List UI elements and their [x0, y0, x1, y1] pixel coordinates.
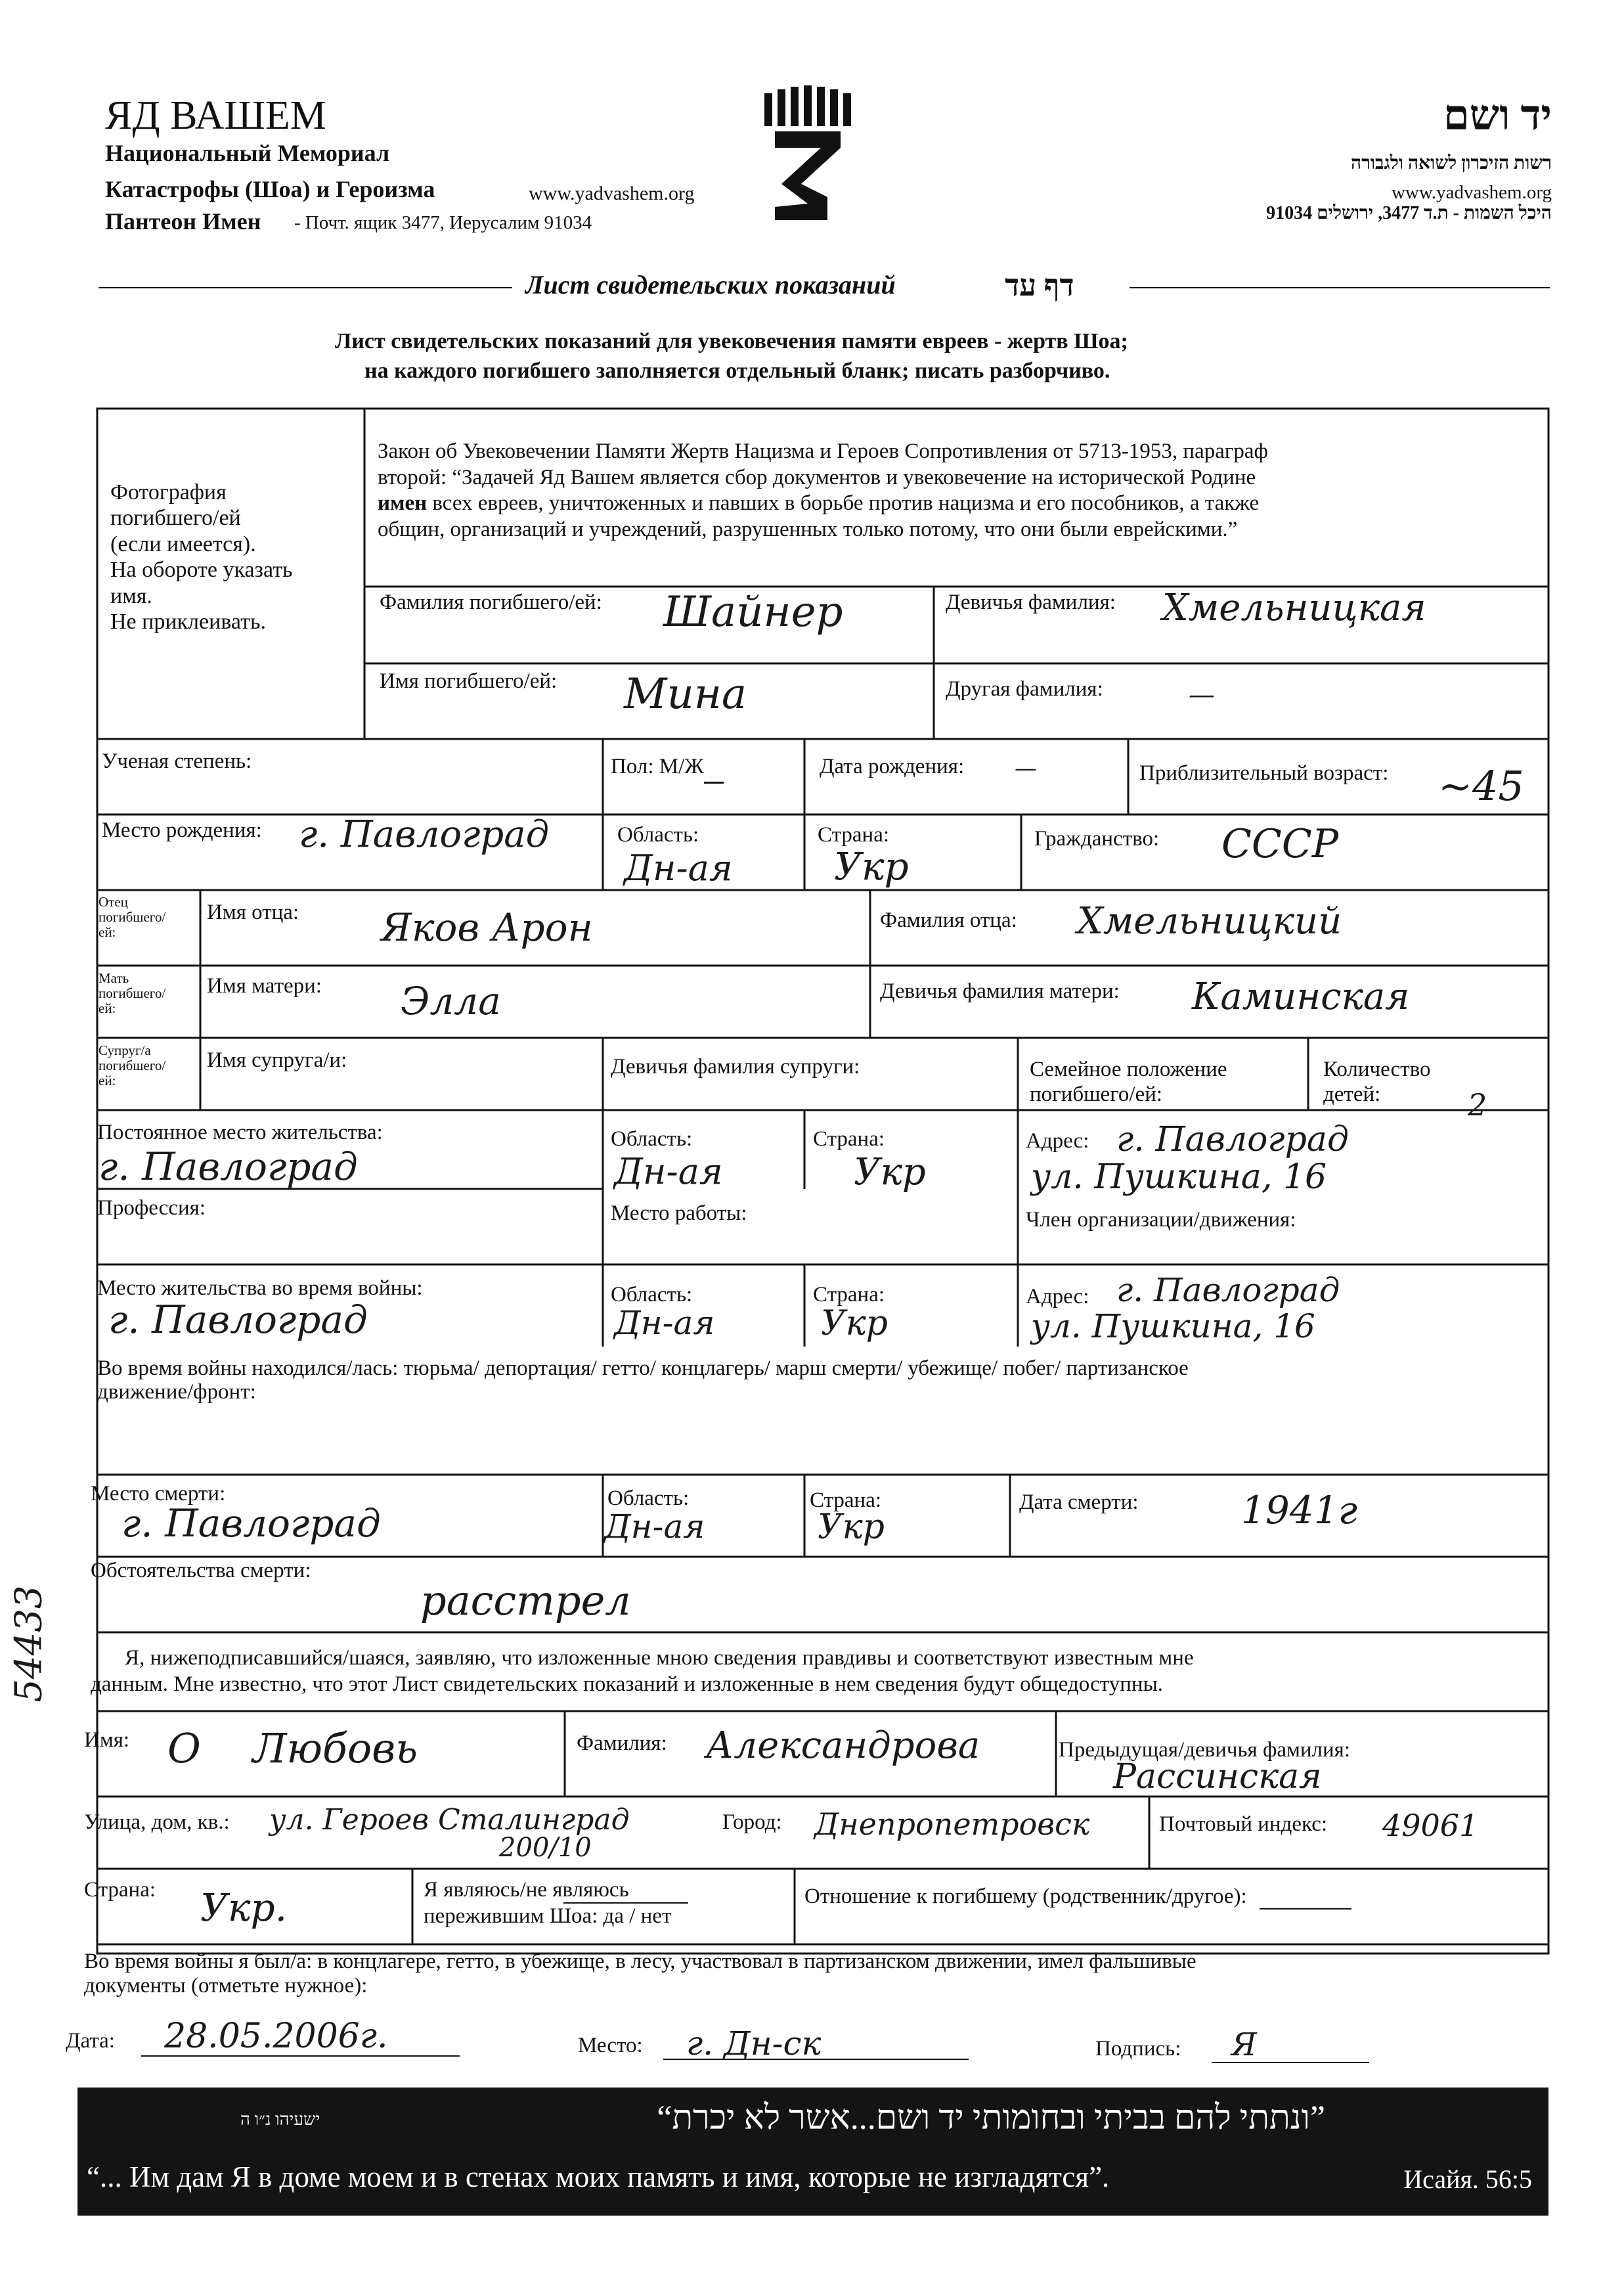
war-address-line1[interactable]: г. Павлоград [1116, 1271, 1340, 1309]
approx-age-field[interactable]: ~45 [1438, 762, 1524, 810]
label-relation: Отношение к погибшему (родственник/другое): [804, 1885, 1247, 1908]
citizenship-field[interactable]: СССР [1221, 821, 1339, 867]
law-bold-word: имен [378, 491, 428, 516]
label-citizenship: Гражданство: [1034, 827, 1160, 851]
label-spouse-maiden: Девичья фамилия супруги: [611, 1055, 860, 1079]
title-rule-right [1130, 287, 1550, 288]
children-field[interactable]: 2 [1468, 1087, 1487, 1123]
label-date: Дата: [66, 2029, 115, 2053]
photo-line: На обороте указать [110, 558, 293, 583]
address-he: היכל השמות - ת.ד 3477, ירושלים 91034 [1266, 203, 1552, 223]
father-surname-field[interactable]: Хмельницкий [1077, 900, 1342, 943]
pantheon-title: Пантеон Имен [105, 208, 261, 234]
submitter-country-field[interactable]: Укр. [200, 1885, 288, 1930]
label-res-address: Адрес: [1026, 1129, 1089, 1153]
label-war-region: Область: [611, 1283, 693, 1306]
label-sub-name: Имя: [84, 1728, 130, 1752]
relation-selection-mark [1260, 1908, 1351, 1910]
death-region-field[interactable]: Дн-ая [604, 1508, 705, 1546]
photo-line: (если имеется). [110, 531, 256, 556]
residence-field[interactable]: г. Павлоград [99, 1144, 358, 1189]
declaration-text: Я, нижеподписавшийся/шаяся, заявляю, что изложенные мною сведения правдивы и соответствуют известным мне данным. Мне известно, что этот Лист свидетельских показаний и изложенные в нем сведения будут общедоступны. [91, 1646, 1194, 1696]
submitter-surname-field[interactable]: Александрова [706, 1724, 980, 1767]
sheet-title-he: דף עד [1005, 269, 1074, 302]
intro-line-2: на каждого погибшего заполняется отдельный бланк; писать разборчиво. [364, 359, 1110, 383]
sheet-title: Лист свидетельских показаний [525, 270, 896, 300]
label-spouse-side: Супруг/а погибшего/ ей: [99, 1042, 166, 1089]
birth-country-field[interactable]: Укр [834, 844, 909, 889]
photo-line: Фотография [110, 480, 227, 504]
footer-russian-quote: “... Им дам Я в доме моем и в стенах моих память и имя, которые не изгладятся”. [87, 2160, 1110, 2193]
label-children: Количество детей: [1323, 1058, 1431, 1106]
label-postcode: Почтовый индекс: [1159, 1812, 1328, 1836]
label-other-surname: Другая фамилия: [946, 677, 1103, 701]
catastrophe-title: Катастрофы (Шоа) и Героизма [105, 176, 435, 202]
label-birth-region: Область: [617, 823, 699, 847]
dob-field[interactable]: — [1015, 755, 1037, 782]
law-line: общин, организаций и учреждений, разрушенных только потому, что они были еврейскими.” [378, 517, 1238, 541]
label-maiden: Девичья фамилия: [946, 591, 1116, 614]
footer-hebrew-ref: ישעיהו נ״ו ה [240, 2110, 320, 2129]
label-first-name: Имя погибшего/ей: [380, 669, 558, 693]
label-mother-side: Мать погибшего/ ей: [99, 970, 166, 1017]
photo-line: Не приклеивать. [110, 610, 266, 635]
law-line [378, 491, 1268, 517]
surname-field[interactable]: Шайнер [663, 588, 843, 636]
death-date-field[interactable]: 1941г [1241, 1488, 1357, 1532]
label-survivor: Я являюсь/не являюсь пережившим Шоа: да / нет [424, 1878, 672, 1928]
yad-vashem-logo [762, 85, 854, 223]
label-sex: Пол: М/Ж [611, 755, 704, 778]
label-birth-country: Страна: [818, 823, 890, 847]
res-address-line2[interactable]: ул. Пушкина, 16 [1031, 1157, 1327, 1197]
label-death-country: Страна: [810, 1488, 882, 1512]
title-rule-left [99, 287, 512, 288]
label-death-region: Область: [607, 1486, 690, 1510]
label-marital: Семейное положение погибшего/ей: [1030, 1058, 1227, 1106]
label-res-region: Область: [611, 1127, 693, 1151]
mother-name-field[interactable]: Элла [401, 979, 501, 1023]
birthplace-field[interactable]: г. Павлоград [299, 813, 550, 856]
label-birthplace: Место рождения: [102, 818, 262, 842]
law-line: Закон об Увековечении Памяти Жертв Нацизма и Героев Сопротивления от 5713-1953, параграф [378, 439, 1268, 463]
authority-he: רשות הזיכרון לשואה ולגבורה [1350, 153, 1552, 173]
res-region-field[interactable]: Дн-ая [614, 1151, 723, 1192]
label-approx-age: Приблизительный возраст: [1139, 761, 1389, 785]
war-address-line2[interactable]: ул. Пушкина, 16 [1031, 1307, 1315, 1345]
submitter-name-field[interactable]: О Любовь [167, 1724, 418, 1772]
org-name-ru: ЯД ВАШЕМ [105, 93, 326, 138]
label-dob: Дата рождения: [820, 755, 965, 778]
photo-instructions [110, 480, 293, 635]
death-circumstances-field[interactable]: расстрел [420, 1576, 631, 1624]
label-member: Член организации/движения: [1026, 1208, 1296, 1232]
sex-selection-mark [704, 782, 724, 784]
other-surname-field[interactable]: — [1189, 680, 1215, 710]
label-father-side: Отец погибшего/ ей: [99, 894, 166, 941]
label-sub-country: Страна: [84, 1878, 156, 1902]
label-place: Место: [578, 2034, 643, 2057]
label-signature: Подпись: [1095, 2037, 1181, 2061]
city-field[interactable]: Днепропетровск [814, 1806, 1090, 1842]
label-profession: Профессия: [97, 1196, 206, 1220]
label-degree: Ученая степень: [102, 749, 252, 773]
label-war-was: Во время войны я был/а: в концлагере, гетто, в убежище, в лесу, участвовал в партизанском движении, имел фальшивые документы (отметьте нужное): [84, 1950, 1196, 1998]
label-death-circ: Обстоятельства смерти: [91, 1559, 311, 1582]
label-war-status: Во время войны находился/лась: тюрьма/ депортация/ гетто/ концлагерь/ марш смерти/ убежище/ побег/ партизанское движение/фронт: [97, 1356, 1189, 1404]
death-place-field[interactable]: г. Павлоград [121, 1501, 381, 1546]
website-he: www.yadvashem.org [1391, 182, 1552, 203]
father-name-field[interactable]: Яков Арон [381, 905, 593, 950]
street-field-line1[interactable]: ул. Героев Сталинград [269, 1803, 630, 1837]
org-name-he: יד ושם [1443, 92, 1552, 139]
label-war-address: Адрес: [1026, 1285, 1089, 1308]
submitter-prev-surname-field[interactable]: Рассинская [1113, 1757, 1322, 1797]
label-res-country: Страна: [813, 1127, 885, 1151]
first-name-field[interactable]: Мина [624, 670, 747, 719]
street-field-line2[interactable]: 200/10 [499, 1833, 592, 1863]
website-ru: www.yadvashem.org [529, 183, 695, 204]
war-region-field[interactable]: Дн-ая [614, 1304, 715, 1342]
label-death-date: Дата смерти: [1019, 1490, 1139, 1514]
photo-line: имя. [110, 583, 152, 608]
label-death-place: Место смерти: [91, 1482, 226, 1506]
label-sub-surname: Фамилия: [577, 1731, 667, 1755]
date-field[interactable]: 28.05.2006г. [164, 2017, 388, 2056]
res-country-field[interactable]: Укр [854, 1151, 926, 1194]
law-line: второй: “Задачей Яд Вашем является сбор документов и увековечение на исторической Родине [378, 465, 1256, 489]
label-father-surname: Фамилия отца: [880, 908, 1017, 932]
mother-maiden-field[interactable]: Каминская [1192, 975, 1410, 1018]
label-surname: Фамилия погибшего/ей: [380, 591, 602, 614]
label-residence: Постоянное место жительства: [97, 1121, 383, 1144]
side-reference-number: 54433 [7, 1585, 51, 1703]
res-address-line1[interactable]: г. Павлоград [1116, 1120, 1349, 1159]
label-street: Улица, дом, кв.: [84, 1810, 230, 1834]
birth-region-field[interactable]: Дн-ая [624, 847, 733, 889]
footer-russian-ref: Исайя. 56:5 [1403, 2164, 1532, 2194]
label-sub-prev: Предыдущая/девичья фамилия: [1059, 1738, 1351, 1762]
law-line-text: всех евреев, уничтоженных и павших в борьбе против нацизма и его пособников, а также [432, 491, 1260, 516]
war-country-field[interactable]: Укр [821, 1304, 888, 1343]
label-mother-name: Имя матери: [207, 974, 322, 998]
label-mother-maiden: Девичья фамилия матери: [880, 979, 1120, 1003]
address-ru: - Почт. ящик 3477, Иерусалим 91034 [294, 212, 592, 233]
photo-line: погибшего/ей [110, 506, 241, 531]
maiden-name-field[interactable]: Хмельницкая [1162, 587, 1426, 629]
law-text [378, 439, 1268, 543]
war-residence-field[interactable]: г. Павлоград [108, 1297, 368, 1342]
label-workplace: Место работы: [611, 1201, 747, 1225]
footer-hebrew-quote: ”ונתתי להם בביתי ובחומותי יד ושם...אשר לא יכרת“ [657, 2099, 1325, 2137]
footer-banner [77, 2088, 1548, 2216]
place-field[interactable]: г. Дн-ск [686, 2024, 822, 2063]
signature-field[interactable]: Я [1231, 2026, 1257, 2063]
label-spouse-name: Имя супруга/и: [207, 1048, 347, 1072]
memorial-title: Национальный Мемориал [105, 140, 390, 166]
label-war-residence: Место жительства во время войны: [97, 1276, 423, 1300]
label-father-name: Имя отца: [207, 901, 299, 924]
label-city: Город: [722, 1810, 782, 1834]
postcode-field[interactable]: 49061 [1382, 1808, 1479, 1843]
intro-line-1: Лист свидетельских показаний для увековечения памяти евреев - жертв Шоа; [335, 329, 1128, 353]
label-war-country: Страна: [813, 1283, 885, 1306]
survivor-selection-mark [563, 1902, 688, 1904]
death-country-field[interactable]: Укр [818, 1508, 885, 1547]
